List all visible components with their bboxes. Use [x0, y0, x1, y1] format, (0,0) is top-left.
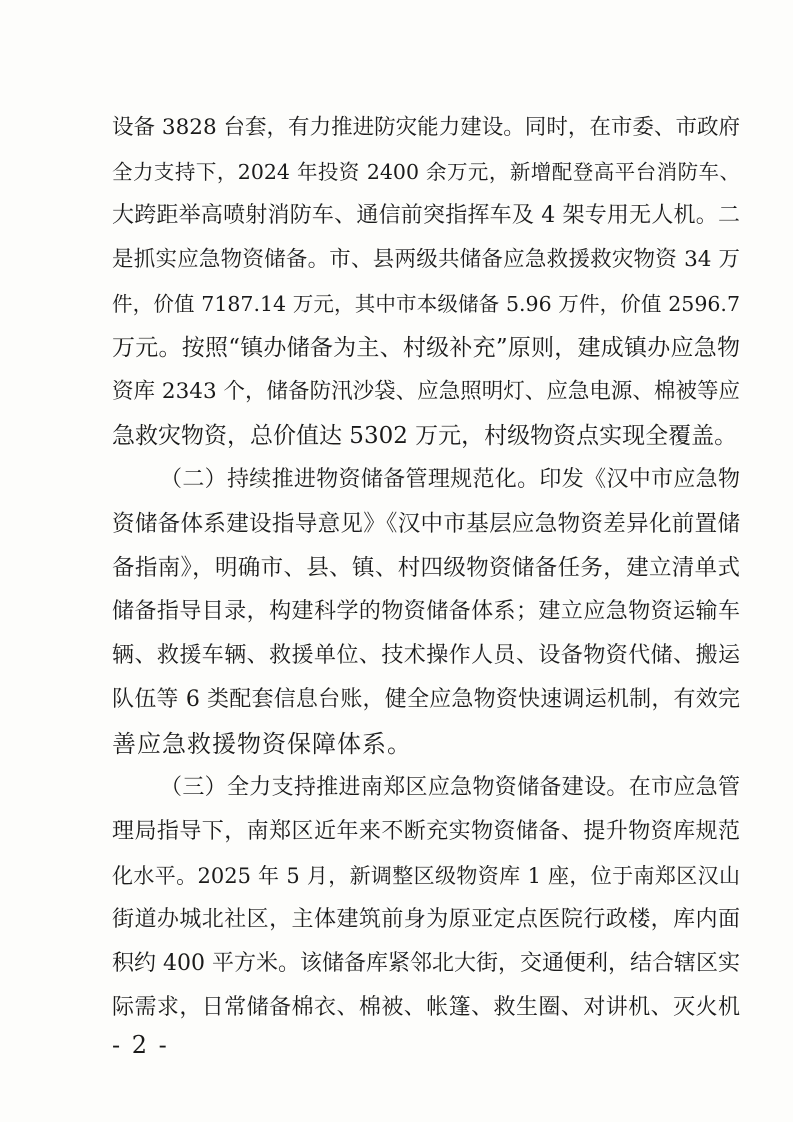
body-text-line: 街道办城北社区，主体建筑前身为原亚定点医院行政楼，库内面 [112, 907, 740, 932]
body-text-line: 资储备体系建设指导意见》《汉中市基层应急物资差异化前置储 [112, 511, 740, 537]
body-text-line: 队伍等 6 类配套信息台账，健全应急物资快速调运机制，有效完 [112, 687, 740, 712]
body-text-line: 善应急救援物资保障体系。 [112, 730, 412, 758]
body-text-line: 备指南》，明确市、县、镇、村四级物资储备任务，建立清单式 [112, 555, 740, 581]
body-text-line: 万元。按照“镇办储备为主、村级补充”原则，建成镇办应急物 [112, 335, 740, 361]
body-text-line: 资库 2343 个，储备防汛沙袋、应急照明灯、应急电源、棉被等应 [112, 379, 740, 404]
body-text-line: 积约 400 平方米。该储备库紧邻北大街，交通便利，结合辖区实 [112, 951, 740, 976]
body-text-line: 全力支持下，2024 年投资 2400 余万元，新增配登高平台消防车、 [112, 160, 740, 184]
body-text-line: 辆、救援车辆、救援单位、技术操作人员、设备物资代储、搬运 [112, 643, 740, 668]
body-text-line: 理局指导下，南郑区近年来不断充实物资储备、提升物资库规范 [112, 819, 740, 844]
body-text-line: 件，价值 7187.14 万元，其中市本级储备 5.96 万件，价值 2596.7 [112, 292, 740, 316]
body-text-line: 设备 3828 台套，有力推进防灾能力建设。同时，在市委、市政府 [112, 115, 740, 140]
page-number: - 2 - [112, 1031, 169, 1059]
body-text-line: 际需求，日常储备棉衣、棉被、帐篷、救生圈、对讲机、灭火机 [112, 995, 740, 1020]
section-heading-line: （二）持续推进物资储备管理规范化。印发《汉中市应急物 [160, 467, 740, 492]
body-text-line: 化水平。2025 年 5 月，新调整区级物资库 1 座，位于南郑区汉山 [112, 864, 740, 888]
body-text-line: 急救灾物资，总价值达 5302 万元，村级物资点实现全覆盖。 [112, 423, 738, 449]
section-heading-line: （三）全力支持推进南郑区应急物资储备建设。在市应急管 [160, 775, 740, 800]
body-text-line: 储备指导目录，构建科学的物资储备体系；建立应急物资运输车 [112, 599, 740, 624]
body-text-line: 是抓实应急物资储备。市、县两级共储备应急救援救灾物资 34 万 [112, 247, 740, 272]
body-text-line: 大跨距举高喷射消防车、通信前突指挥车及 4 架专用无人机。二 [112, 203, 740, 228]
